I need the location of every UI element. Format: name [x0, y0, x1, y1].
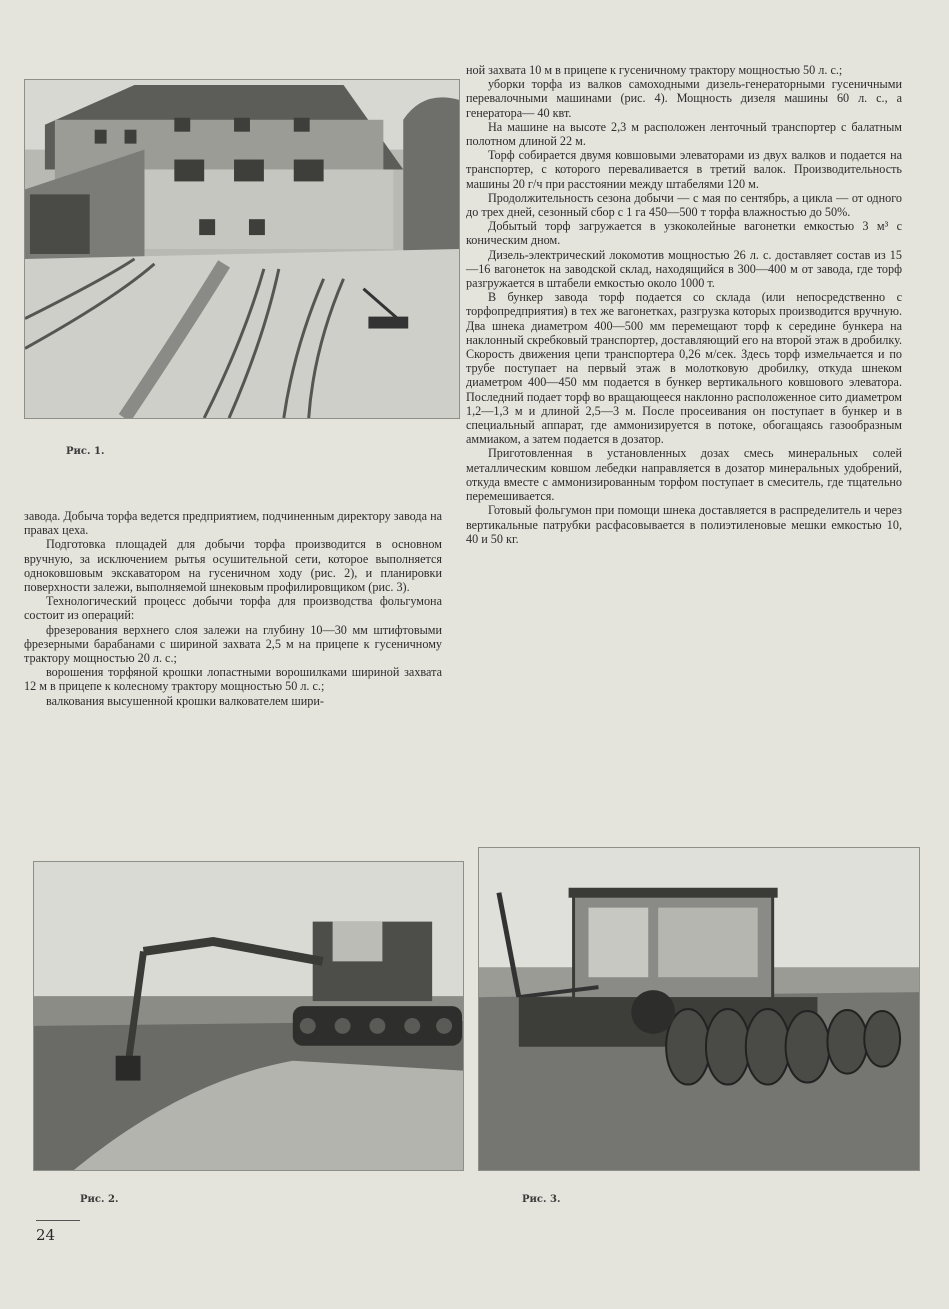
- figure-3-caption: Рис. 3.: [522, 1194, 561, 1205]
- figure-1-caption: Рис. 1.: [66, 446, 105, 457]
- paragraph: ворошения торфяной крошки лопастными ворошилками шириной захвата 12 м в прицепе к колесному трактору мощностью 50 л. с.;: [24, 665, 442, 694]
- paragraph: Продолжительность сезона добычи — с мая по сентябрь, а цикла — от одного до трех дней, сезонный сбор с 1 га 450—500 т торфа влажностью до 50%.: [466, 190, 902, 220]
- figure-1-factory-photo: [24, 79, 460, 419]
- paragraph: Подготовка площадей для добычи торфа производится в основном вручную, за исключением рытья осушительной сети, которое выполняется одноковшовым экскаватором на гусеничном ходу (рис. 2), и планировки поверхности залежи, выполняемой шнековым профилировщиком (рис. 3).: [24, 537, 442, 595]
- left-text-column: [24, 509, 442, 708]
- page-number-rule: [36, 1220, 80, 1221]
- paragraph: Приготовленная в установленных дозах смесь минеральных солей металлическим ковшом лебедки направляется в дозатор минеральных удобрений, откуда вместе с аммонизированным торфом поступает в смеситель, где тщательно перемешивается.: [466, 446, 902, 504]
- paragraph: Добытый торф загружается в узкоколейные вагонетки емкостью 3 м³ с коническим дном.: [466, 219, 902, 248]
- paragraph: ной захвата 10 м в прицепе к гусеничному трактору мощностью 50 л. с.;: [466, 63, 843, 77]
- paragraph: валкования высушенной крошки валкователем шири-: [46, 693, 324, 708]
- paragraph: Технологический процесс добычи торфа для производства фольгумона состоит из операций:: [24, 594, 442, 623]
- paragraph: В бункер завода торф подается со склада (или непосредственно с торфопредприятия) в тех же вагонетках, разгрузка которых производится вручную. Два шнека диаметром 400—500 мм перемещают торф к середине бункера на наклонный скребковый транспортер, доставляющий его на второй этаж в дробилку. Скорость движения цепи транспортера 0,26 м/сек. Здесь торф измельчается и по трубе поступает на первый этаж в молотковую дробилку, откуда шнеком диаметром 400—450 мм подается в бункер вертикального ковшового элеватора. Последний подает торф во вращающееся наклонно расположенное сито диаметром 1,2—1,3 м и длиной 2,5—3 м. После просеивания он поступает в бункер и в специальный аппарат, где аммонизируется в потоке, обогащаясь газообразным аммиаком, а затем подается в дозатор.: [466, 290, 902, 447]
- paragraph: Дизель-электрический локомотив мощностью 26 л. с. доставляет состав из 15—16 вагонеток на заводской склад, находящийся в 300—400 м от завода, где торф разгружается в штабели емкостью около 1000 т.: [466, 247, 902, 291]
- figure-2-caption: Рис. 2.: [80, 1194, 119, 1205]
- paragraph: уборки торфа из валков самоходными дизель-генераторными гусеничными перевалочными машинами (рис. 4). Мощность дизеля машины 60 л. с., а генератора— 40 квт.: [466, 77, 902, 120]
- paragraph: Готовый фольгумон при помощи шнека доставляется в распределитель и через вертикальные патрубки расфасовывается в полиэтиленовые мешки емкостью 10, 40 и 50 кг.: [466, 503, 902, 546]
- paragraph: фрезерования верхнего слоя залежи на глубину 10—30 мм штифтовыми фрезерными барабанами с шириной захвата 2,5 м на прицепе к гусеничному трактору мощностью 20 л. с.;: [24, 622, 442, 666]
- paragraph: завода. Добыча торфа ведется предприятием, подчиненным директору завода на правах цеха.: [24, 509, 442, 538]
- page-number: 24: [36, 1226, 56, 1244]
- figure-3-screw-profiler-photo: [478, 847, 920, 1171]
- figure-2-excavator-photo: [33, 861, 464, 1171]
- paragraph: Торф собирается двумя ковшовыми элеваторами из двух валков и подается на транспортер, с которого переваливается в третий валок. Производительность машины 20 г/ч при расстоянии между штабелями 120 м.: [466, 148, 902, 191]
- paragraph: На машине на высоте 2,3 м расположен ленточный транспортер с балатным полотном длиной 22 м.: [466, 119, 902, 149]
- right-text-column: [466, 63, 902, 546]
